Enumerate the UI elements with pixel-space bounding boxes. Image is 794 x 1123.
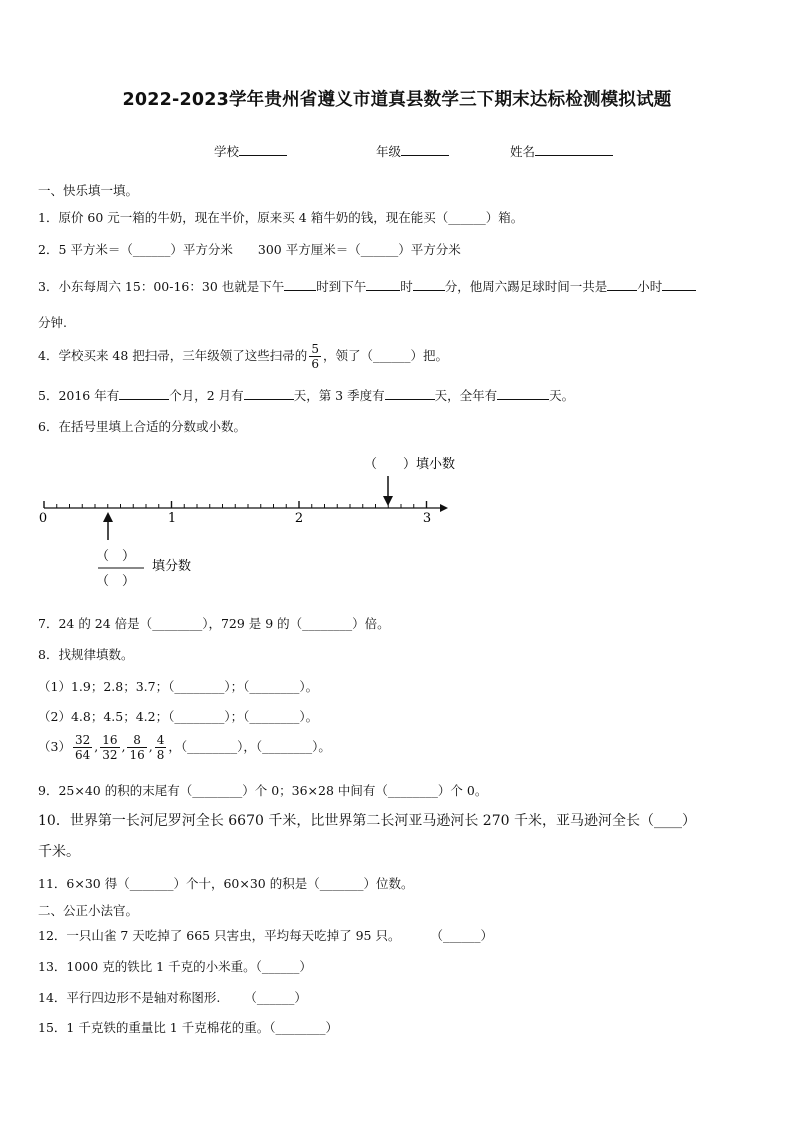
name-label: 姓名 xyxy=(510,144,536,159)
fraction-denominator: 16 xyxy=(129,748,145,762)
q4-part-c: ）把。 xyxy=(410,348,448,363)
q3-part-a: 3．小东每周六 15：00-16：30 也就是下午 xyxy=(38,279,285,294)
q11-part-e: ）位数。 xyxy=(363,876,414,891)
q8-r3-fraction-2 xyxy=(100,733,119,762)
question-12 xyxy=(38,926,493,944)
q10-part-a: 10．世界第一长河尼罗河全长 6670 千米，比世界第二长河亚马逊河长 270 千米，亚马逊河全长（ xyxy=(38,813,654,829)
q1-tail: ）箱。 xyxy=(485,210,524,225)
q8-r1-blank-2[interactable]: ________ xyxy=(249,679,300,694)
number-line-arrowhead xyxy=(440,504,448,512)
question-10 xyxy=(38,810,696,830)
q9-blank-1[interactable]: ________ xyxy=(192,783,243,798)
q8-r2-blank-1[interactable]: ________ xyxy=(174,709,225,724)
name-blank[interactable] xyxy=(535,143,613,156)
q1-text: 1．原价 60 元一箱的牛奶，现在半价，原来买 4 箱牛奶的钱，现在能买（ xyxy=(38,210,449,225)
q2-blank-1[interactable]: ______ xyxy=(132,242,171,257)
q8-r1-part-e: ）。 xyxy=(299,679,319,694)
question-7 xyxy=(38,614,390,632)
q14-paren-close: ） xyxy=(294,990,307,1005)
tick-label-0: 0 xyxy=(38,511,48,526)
tick-label-2: 2 xyxy=(294,511,304,526)
q12-blank[interactable]: ______ xyxy=(442,928,481,943)
tick-label-3: 3 xyxy=(422,511,432,526)
q8-r1-part-a: （1）1.9；2.8；3.7；（ xyxy=(38,679,175,694)
q4-part-b: ，领了（ xyxy=(322,348,373,363)
q12-paren-open: （ xyxy=(430,928,443,943)
number-line-ticks xyxy=(44,501,427,508)
fraction-denominator: 8 xyxy=(156,748,165,762)
q8-r3-fraction-4 xyxy=(155,733,167,762)
question-6: 6．在括号里填上合适的分数或小数。 xyxy=(38,419,246,434)
q13-paren-close: ） xyxy=(299,959,312,974)
q7-blank-2[interactable]: ________ xyxy=(302,616,353,631)
school-label: 学校 xyxy=(214,144,240,159)
q14-paren-open: （ xyxy=(244,990,257,1005)
q3-part-c: 时 xyxy=(400,279,413,294)
fraction-denominator: 32 xyxy=(102,748,118,762)
question-4 xyxy=(38,342,448,371)
school-field xyxy=(214,142,287,160)
q11-part-a: 11．6×30 得（ xyxy=(38,876,130,891)
q2-part-a: 2．5 平方米＝（ xyxy=(38,242,133,257)
q3-part-d: 分，他周六踢足球时间一共是 xyxy=(444,279,608,294)
grade-label: 年级 xyxy=(376,144,402,159)
q5-part-c: 天，第 3 季度有 xyxy=(293,388,385,403)
question-8-row-2 xyxy=(38,707,318,725)
section-heading-1: 一、快乐填一填。 xyxy=(38,183,139,198)
question-3 xyxy=(38,277,696,295)
grade-field xyxy=(376,142,449,160)
q8-r3-fraction-1 xyxy=(73,733,92,762)
q8-r3-blank-2[interactable]: ________ xyxy=(262,739,313,754)
question-5 xyxy=(38,386,574,404)
q11-part-c: ）个十，60×30 的积是（ xyxy=(173,876,320,891)
question-10-continued: 千米。 xyxy=(38,844,80,860)
q14-text: 14．平行四边形不是轴对称图形. xyxy=(38,990,221,1005)
q8-r2-part-a: （2）4.8；4.5；4.2；（ xyxy=(38,709,175,724)
tick-label-1: 1 xyxy=(167,511,177,526)
question-13 xyxy=(38,957,312,975)
q5-blank-1[interactable] xyxy=(119,387,169,400)
q8-r1-part-c: ）；（ xyxy=(224,679,250,694)
fraction-blank-top[interactable]: （ ） xyxy=(96,549,136,564)
q8-r3-part-b: ，（ xyxy=(168,739,188,754)
q11-blank-1[interactable]: _______ xyxy=(129,876,174,891)
q11-blank-2[interactable]: _______ xyxy=(319,876,364,891)
q8-r3-part-d: ），（ xyxy=(237,739,263,754)
q2-part-e: ）平方分米 xyxy=(398,242,461,257)
name-field xyxy=(510,142,613,160)
question-8-row-1 xyxy=(38,677,318,695)
question-14 xyxy=(38,988,307,1006)
q8-r2-blank-2[interactable]: ________ xyxy=(249,709,300,724)
q14-blank[interactable]: ______ xyxy=(256,990,295,1005)
q8-r3-part-a: （3） xyxy=(38,739,71,754)
q4-part-a: 4．学校买来 48 把扫帚，三年级领了这些扫帚的 xyxy=(38,348,308,363)
q9-part-e: ）个 0。 xyxy=(437,783,488,798)
q3-blank-5[interactable] xyxy=(662,278,696,291)
q4-fraction xyxy=(309,342,321,371)
q7-blank-1[interactable]: ________ xyxy=(152,616,203,631)
q5-blank-2[interactable] xyxy=(244,387,294,400)
q12-paren-close: ） xyxy=(480,928,493,943)
q8-r3-fraction-3 xyxy=(127,733,146,762)
q8-r2-part-e: ）。 xyxy=(299,709,319,724)
question-2 xyxy=(38,240,461,258)
q4-fraction-denominator: 6 xyxy=(311,357,319,371)
q8-r2-part-c: ）；（ xyxy=(224,709,250,724)
decimal-blank-label[interactable]: （ ）填小数 xyxy=(364,457,456,472)
q3-blank-2[interactable] xyxy=(366,278,400,291)
question-9 xyxy=(38,781,487,799)
q9-part-a: 9．25×40 的积的末尾有（ xyxy=(38,783,193,798)
q5-part-d: 天，全年有 xyxy=(434,388,498,403)
q9-blank-2[interactable]: ________ xyxy=(387,783,438,798)
fraction-blank-label: 填分数 xyxy=(152,559,192,574)
q5-blank-4[interactable] xyxy=(497,387,549,400)
q10-blank[interactable]: ____ xyxy=(653,813,682,829)
fraction-arrow-head xyxy=(103,512,113,522)
q5-blank-3[interactable] xyxy=(385,387,435,400)
question-1 xyxy=(38,208,523,226)
q8-r3-part-f: ）。 xyxy=(312,739,331,754)
question-8: 8．找规律填数。 xyxy=(38,647,134,662)
q7-part-e: ）倍。 xyxy=(352,616,390,631)
q9-part-c: ）个 0；36×28 中间有（ xyxy=(242,783,388,798)
q3-part-e: 小时 xyxy=(637,279,663,294)
q3-blank-1[interactable] xyxy=(284,278,316,291)
q3-blank-4[interactable] xyxy=(607,278,637,291)
q5-part-e: 天。 xyxy=(549,388,575,403)
question-8-row-3: （3） $\frac{32}{64}$ , $\frac{16}{32}$ , $\frac{8}{16}$ , $\frac{4}{8}$ ，（________），（________）。 xyxy=(38,733,331,762)
question-3-continued: 分钟. xyxy=(38,315,67,330)
q3-part-b: 时到下午 xyxy=(316,279,367,294)
q12-text: 12．一只山雀 7 天吃掉了 665 只害虫，平均每天吃掉了 95 只。 xyxy=(38,928,401,943)
q8-r3-blank-1[interactable]: ________ xyxy=(187,739,238,754)
q7-part-c: ），729 是 9 的（ xyxy=(202,616,303,631)
q2-blank-2[interactable]: ______ xyxy=(360,242,399,257)
fraction-numerator: 32 xyxy=(74,733,91,747)
q15-text: 15．1 千克铁的重量比 1 千克棉花的重。（ xyxy=(38,1020,276,1035)
fraction-numerator: 8 xyxy=(127,733,146,748)
q15-blank[interactable]: ________ xyxy=(275,1020,326,1035)
number-line-figure xyxy=(30,448,470,598)
grade-blank[interactable] xyxy=(401,143,449,156)
q7-part-a: 7．24 的 24 倍是（ xyxy=(38,616,153,631)
q13-blank[interactable]: ______ xyxy=(261,959,300,974)
q1-blank[interactable]: ______ xyxy=(448,210,486,225)
q5-part-b: 个月，2 月有 xyxy=(169,388,244,403)
q3-blank-3[interactable] xyxy=(413,278,445,291)
section-heading-2: 二、公正小法官。 xyxy=(38,903,139,918)
fraction-blank-bottom[interactable]: （ ） xyxy=(96,574,136,589)
question-11 xyxy=(38,874,414,892)
q13-text: 13．1000 克的铁比 1 千克的小米重。（ xyxy=(38,959,262,974)
fraction-denominator: 64 xyxy=(74,748,91,762)
q4-blank[interactable]: ______ xyxy=(372,348,411,363)
q8-r1-blank-1[interactable]: ________ xyxy=(174,679,225,694)
q4-fraction-numerator: 5 xyxy=(311,342,319,356)
q10-part-c: ） xyxy=(681,813,696,829)
q2-part-c: ）平方分米 300 平方厘米＝（ xyxy=(170,242,361,257)
q5-part-a: 5．2016 年有 xyxy=(38,388,120,403)
q15-paren-close: ） xyxy=(325,1020,338,1035)
page-title: 2022-2023学年贵州省遵义市道真县数学三下期末达标检测模拟试题 xyxy=(122,90,672,110)
school-blank[interactable] xyxy=(239,143,287,156)
fraction-numerator: 16 xyxy=(102,733,118,747)
fraction-numerator: 4 xyxy=(156,733,165,747)
question-15 xyxy=(38,1018,338,1036)
